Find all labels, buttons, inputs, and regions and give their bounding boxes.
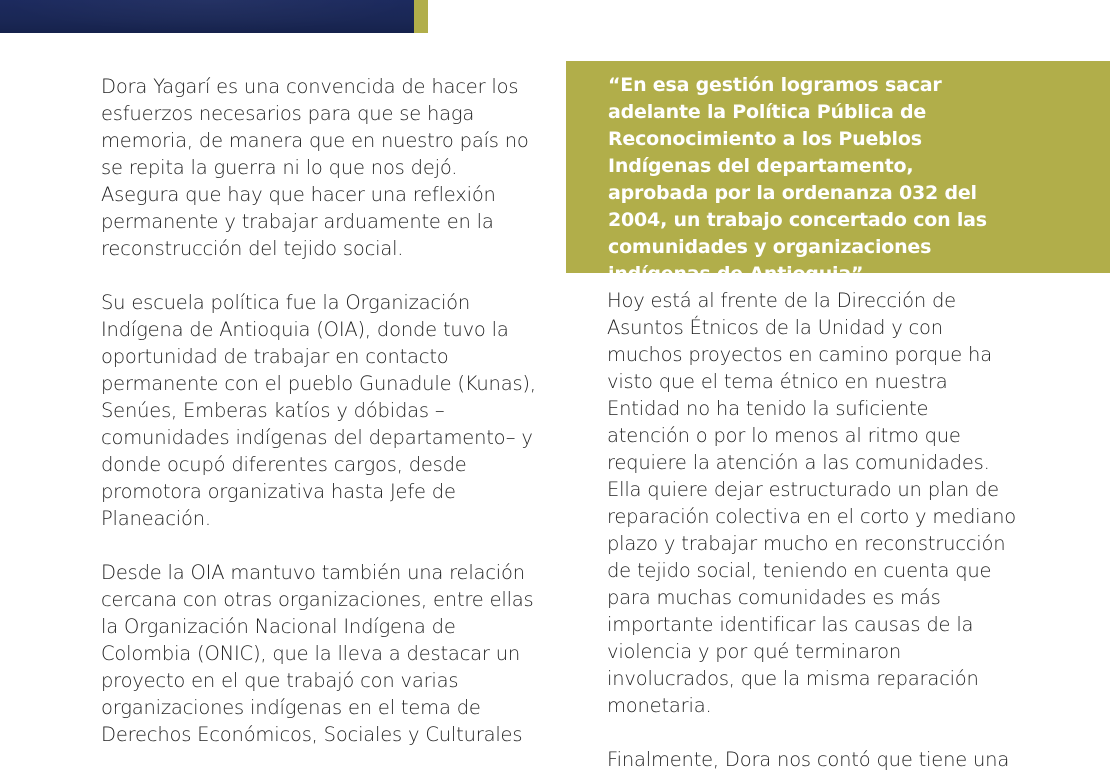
left-column <box>101 73 541 748</box>
pull-quote-box <box>566 61 1110 285</box>
right-paragraph-2: Finalmente, Dora nos contó que tiene una <box>607 748 1010 771</box>
left-paragraph-3: Desde la OIA mantuvo también una relación cercana con otras organizaciones, entre ellas la Organización Nacional Indígena de Colombia (ONIC), que la lleva a destacar un proyecto en el que trabajó con varias organizaciones indígenas en el tema de Derechos Económicos, Sociales y Culturales <box>101 561 534 746</box>
right-column <box>607 287 1017 773</box>
right-paragraph-1: Hoy está al frente de la Dirección de Asuntos Étnicos de la Unidad y con muchos proyectos en camino porque ha visto que el tema étnico en nuestra Entidad no ha tenido la suficiente atención o por lo menos al ritmo que requiere la atención a las comunidades. Ella quiere dejar estructurado un plan de reparación colectiva en el corto y mediano plazo y trabajar mucho en reconstrucción de tejido social, teniendo en cuenta que para muchas comunidades es más importante identificar las causas de la violencia y por qué terminaron involucrados, que la misma reparación monetaria. <box>607 289 1017 717</box>
left-paragraph-1: Dora Yagarí es una convencida de hacer los esfuerzos necesarios para que se haga memoria, de manera que en nuestro país no se repita la guerra ni lo que nos dejó. Asegura que hay que hacer una reflexión permanente y trabajar arduamente en la reconstrucción del tejido social. <box>101 75 529 260</box>
left-paragraph-2: Su escuela política fue la Organización Indígena de Antioquia (OIA), donde tuvo la oportunidad de trabajar en contacto permanente con el pueblo Gunadule (Kunas), Senúes, Emberas katíos y dóbidas –comunidades indígenas del departamento– y donde ocupó diferentes cargos, desde promotora organizativa hasta Jefe de Planeación. <box>101 291 536 530</box>
pull-quote-text: “En esa gestión logramos sacar adelante la Política Pública de Reconocimiento a los Pueblos Indígenas del departamento, aprobada por la ordenanza 032 del 2004, un trabajo concertado con las comunidades y organizaciones indígenas de Antioquia”. <box>608 74 987 285</box>
portrait-photo-shade <box>0 0 414 33</box>
